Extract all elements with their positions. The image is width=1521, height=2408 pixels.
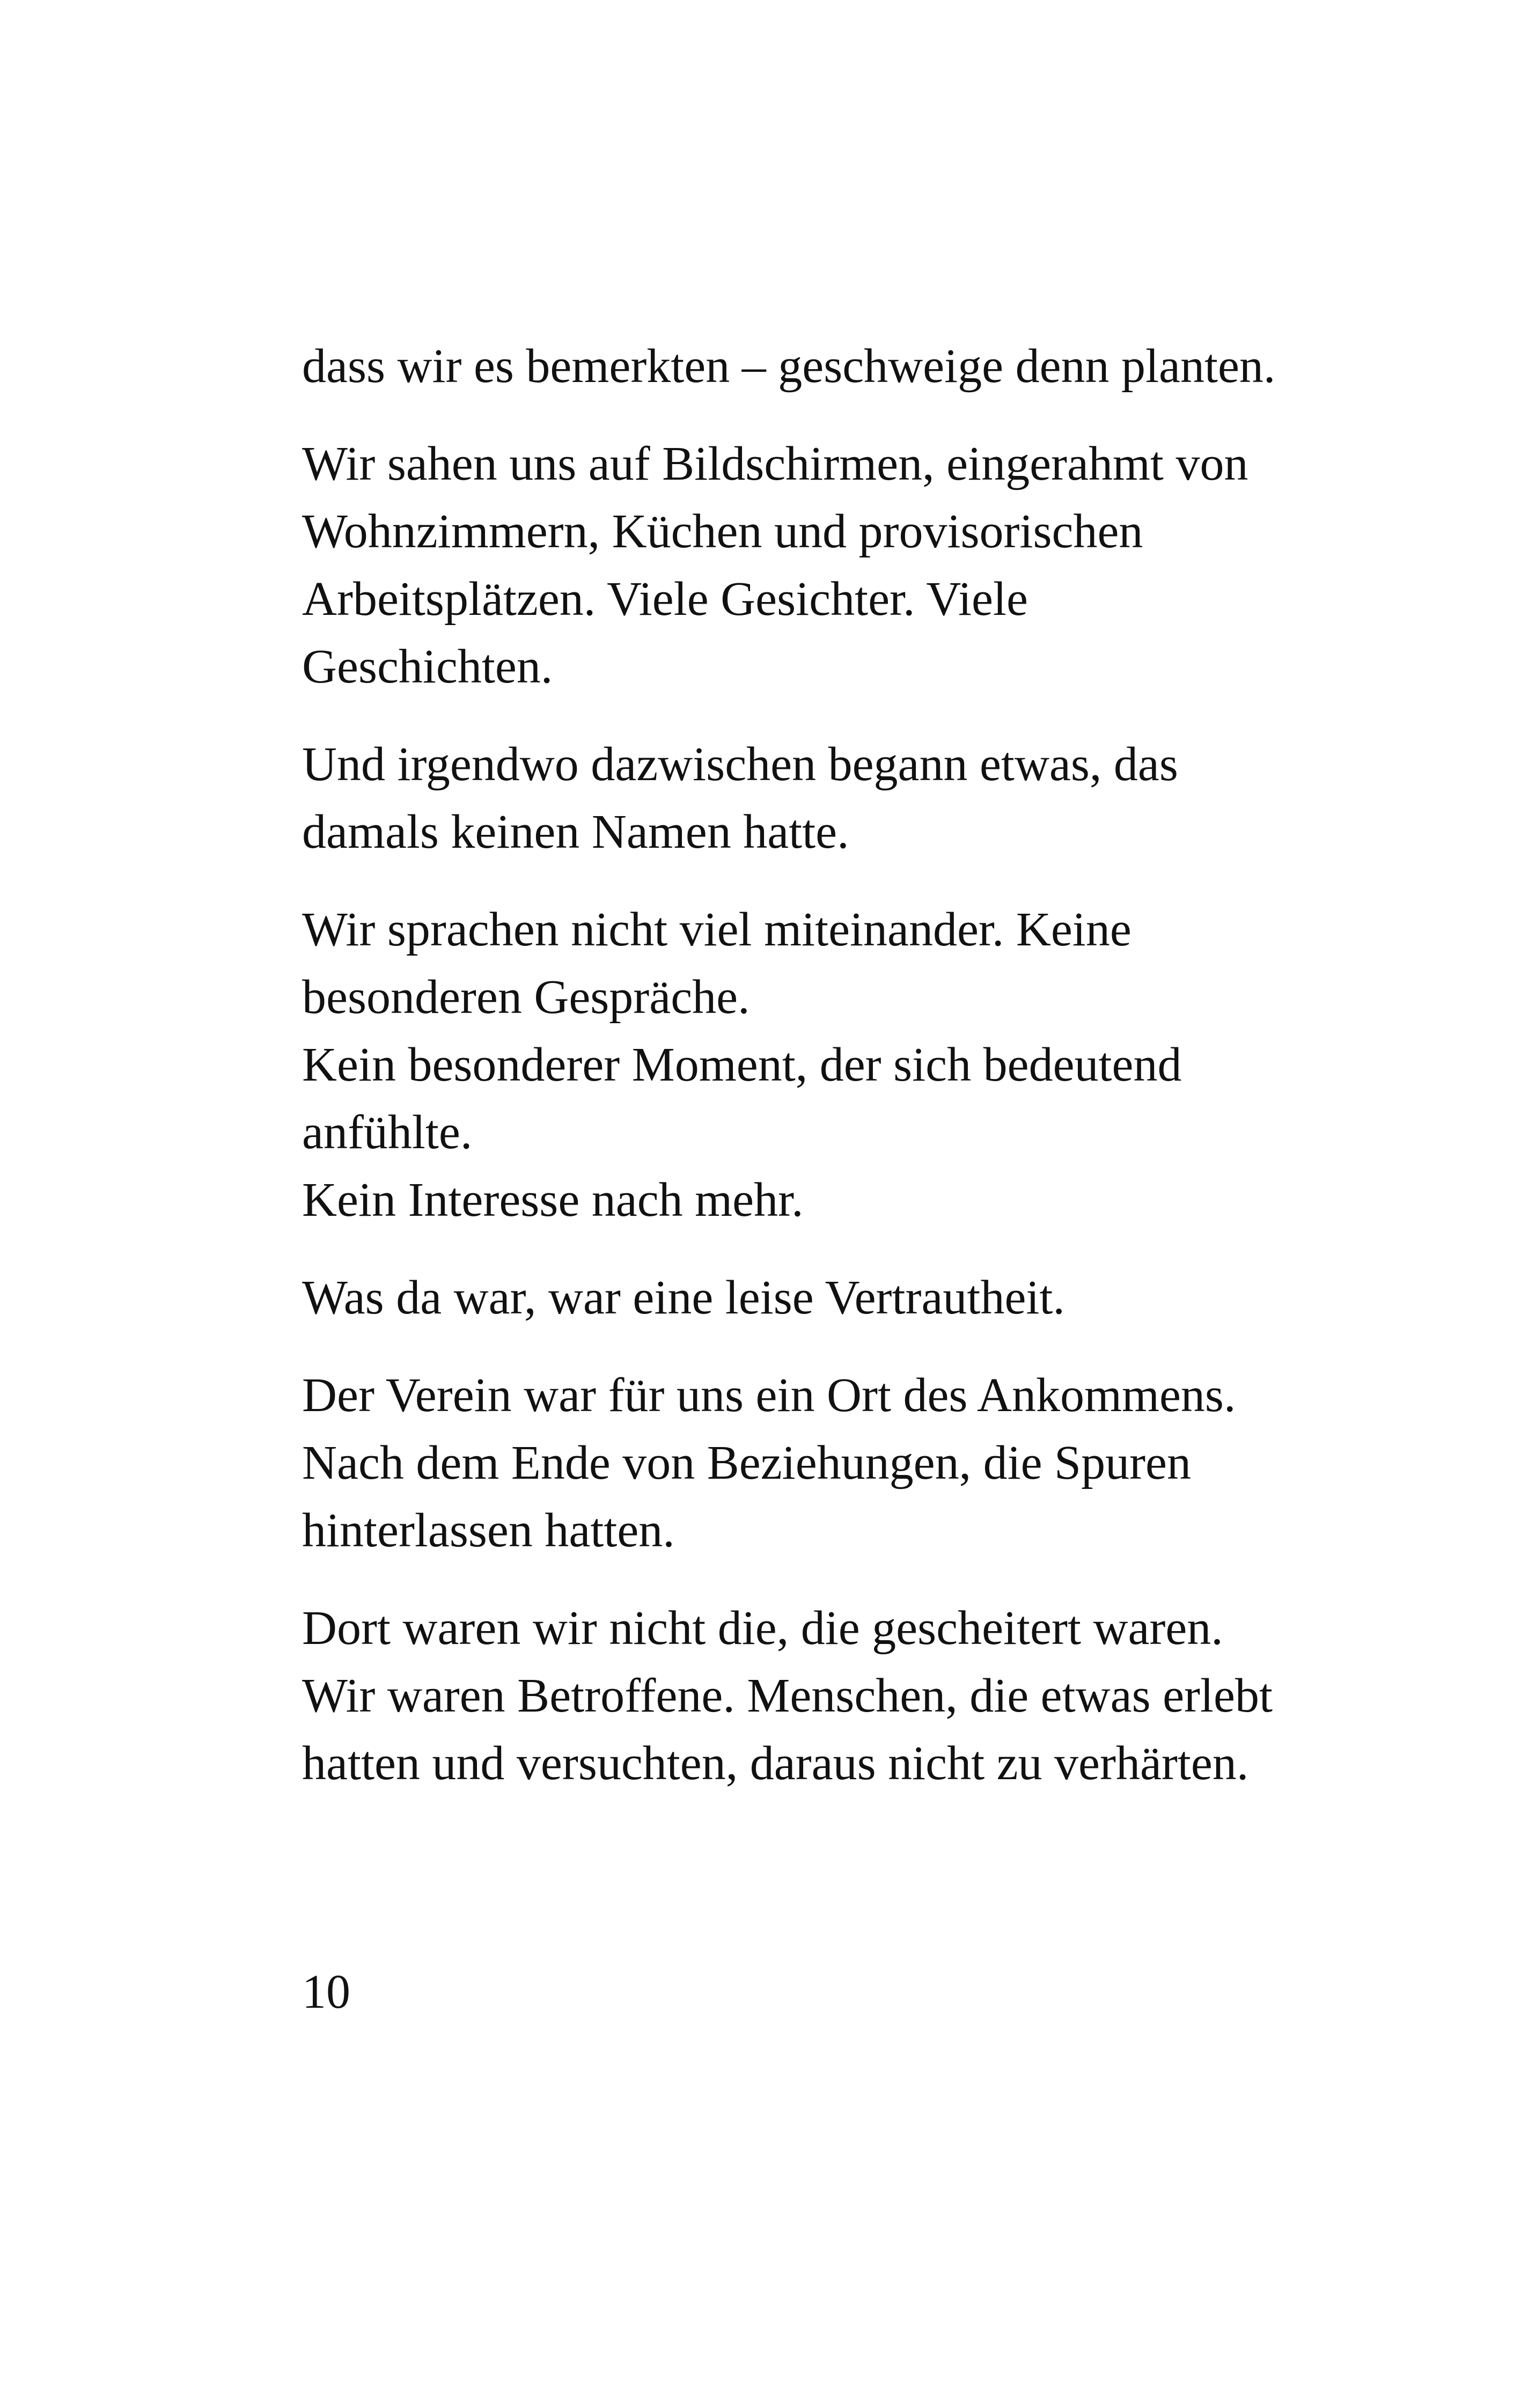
text-line: Dort waren wir nicht die, die gescheitert waren. — [302, 1602, 1223, 1655]
text-line: dass wir es bemerkten – geschweige denn planten. — [302, 340, 1276, 393]
text-line: hatten und versuchten, daraus nicht zu verhärten. — [302, 1737, 1249, 1790]
paragraph-1 — [302, 333, 1321, 400]
text-line: besonderen Gespräche. — [302, 971, 750, 1024]
paragraph-5 — [302, 1264, 1321, 1332]
paragraph-2 — [302, 430, 1321, 701]
paragraph-6 — [302, 1362, 1321, 1565]
text-line: Wohnzimmern, Küchen und provisorischen — [302, 505, 1143, 558]
text-line: Wir waren Betroffene. Menschen, die etwas erlebt — [302, 1669, 1273, 1722]
text-line: Und irgendwo dazwischen begann etwas, das — [302, 738, 1178, 791]
text-line: Kein Interesse nach mehr. — [302, 1173, 804, 1227]
text-line: Nach dem Ende von Beziehungen, die Spuren — [302, 1436, 1192, 1489]
text-line: hinterlassen hatten. — [302, 1504, 675, 1557]
text-line: Kein besonderer Moment, der sich bedeutend — [302, 1038, 1182, 1091]
text-line: Wir sahen uns auf Bildschirmen, eingerahmt von — [302, 437, 1248, 490]
paragraph-4 — [302, 896, 1321, 1234]
page-body-text — [302, 333, 1321, 1827]
paragraph-7 — [302, 1595, 1321, 1797]
text-line: Wir sprachen nicht viel miteinander. Keine — [302, 903, 1131, 956]
text-line: Geschichten. — [302, 640, 553, 693]
text-line: Arbeitsplätzen. Viele Gesichter. Viele — [302, 572, 1028, 626]
paragraph-3 — [302, 731, 1321, 866]
page-number: 10 — [302, 1965, 350, 2018]
text-line: anfühlte. — [302, 1106, 473, 1159]
text-line: damals keinen Namen hatte. — [302, 805, 849, 858]
text-line: Der Verein war für uns ein Ort des Ankommens. — [302, 1369, 1236, 1422]
text-line: Was da war, war eine leise Vertrautheit. — [302, 1271, 1065, 1324]
